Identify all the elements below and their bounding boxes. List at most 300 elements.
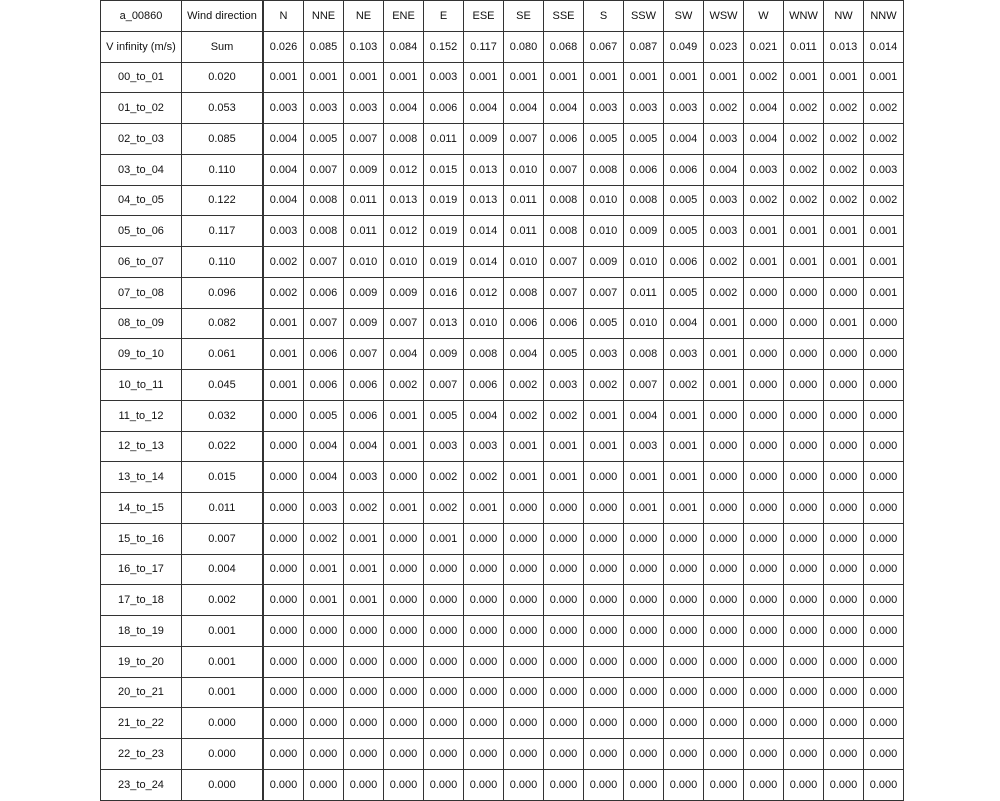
frequency-cell: 0.000	[744, 277, 784, 308]
frequency-cell: 0.003	[624, 93, 664, 124]
speed-bin-label: 21_to_22	[101, 708, 182, 739]
table-row	[101, 185, 904, 216]
frequency-cell: 0.000	[384, 585, 424, 616]
frequency-cell: 0.011	[504, 185, 544, 216]
frequency-cell: 0.001	[864, 247, 904, 278]
frequency-cell: 0.000	[504, 677, 544, 708]
table-row	[101, 62, 904, 93]
frequency-cell: 0.000	[263, 739, 304, 770]
frequency-cell: 0.000	[584, 708, 624, 739]
frequency-cell: 0.008	[304, 216, 344, 247]
frequency-cell: 0.000	[384, 554, 424, 585]
speed-bin-label: 12_to_13	[101, 431, 182, 462]
frequency-cell: 0.000	[744, 769, 784, 800]
frequency-cell: 0.000	[784, 554, 824, 585]
frequency-cell: 0.004	[384, 339, 424, 370]
frequency-cell: 0.014	[464, 247, 504, 278]
table-row	[101, 277, 904, 308]
frequency-cell: 0.004	[263, 154, 304, 185]
frequency-cell: 0.005	[544, 339, 584, 370]
frequency-cell: 0.000	[784, 585, 824, 616]
frequency-cell: 0.000	[384, 646, 424, 677]
frequency-cell: 0.002	[464, 462, 504, 493]
speed-bin-label: 13_to_14	[101, 462, 182, 493]
frequency-cell: 0.001	[664, 431, 704, 462]
frequency-cell: 0.007	[344, 124, 384, 155]
frequency-cell: 0.002	[744, 62, 784, 93]
frequency-cell: 0.000	[664, 769, 704, 800]
speed-bin-label: 06_to_07	[101, 247, 182, 278]
frequency-cell: 0.005	[584, 124, 624, 155]
frequency-cell: 0.005	[584, 308, 624, 339]
frequency-cell: 0.005	[664, 185, 704, 216]
table-row	[101, 124, 904, 155]
frequency-cell: 0.000	[624, 769, 664, 800]
frequency-cell: 0.000	[584, 493, 624, 524]
frequency-cell: 0.000	[624, 708, 664, 739]
frequency-cell: 0.000	[784, 616, 824, 647]
frequency-cell: 0.006	[624, 154, 664, 185]
frequency-cell: 0.000	[824, 462, 864, 493]
frequency-cell: 0.000	[704, 739, 744, 770]
frequency-cell: 0.002	[424, 462, 464, 493]
frequency-cell: 0.006	[544, 124, 584, 155]
frequency-cell: 0.003	[424, 62, 464, 93]
frequency-cell: 0.010	[504, 154, 544, 185]
frequency-cell: 0.009	[464, 124, 504, 155]
frequency-cell: 0.000	[384, 769, 424, 800]
frequency-cell: 0.000	[263, 677, 304, 708]
row-sum-cell: 0.000	[182, 769, 264, 800]
frequency-cell: 0.003	[464, 431, 504, 462]
frequency-cell: 0.001	[664, 493, 704, 524]
frequency-cell: 0.003	[344, 93, 384, 124]
frequency-cell: 0.002	[304, 523, 344, 554]
frequency-cell: 0.000	[424, 677, 464, 708]
direction-header-cell: SSW	[624, 1, 664, 32]
frequency-cell: 0.000	[584, 616, 624, 647]
frequency-cell: 0.008	[384, 124, 424, 155]
frequency-cell: 0.001	[704, 370, 744, 401]
frequency-cell: 0.016	[424, 277, 464, 308]
frequency-cell: 0.008	[624, 185, 664, 216]
frequency-cell: 0.000	[304, 769, 344, 800]
direction-total-cell: 0.103	[344, 31, 384, 62]
frequency-cell: 0.001	[464, 493, 504, 524]
frequency-cell: 0.000	[744, 677, 784, 708]
frequency-cell: 0.000	[864, 462, 904, 493]
frequency-cell: 0.009	[384, 277, 424, 308]
frequency-cell: 0.000	[864, 493, 904, 524]
frequency-cell: 0.010	[624, 247, 664, 278]
frequency-cell: 0.007	[304, 247, 344, 278]
frequency-cell: 0.003	[304, 493, 344, 524]
frequency-cell: 0.009	[424, 339, 464, 370]
frequency-cell: 0.001	[344, 62, 384, 93]
direction-header-cell: ESE	[464, 1, 504, 32]
frequency-cell: 0.000	[784, 431, 824, 462]
frequency-cell: 0.001	[824, 308, 864, 339]
frequency-cell: 0.000	[704, 616, 744, 647]
frequency-cell: 0.004	[544, 93, 584, 124]
frequency-cell: 0.000	[584, 585, 624, 616]
direction-header-cell: W	[744, 1, 784, 32]
row-sum-cell: 0.001	[182, 646, 264, 677]
frequency-cell: 0.002	[504, 370, 544, 401]
frequency-cell: 0.001	[704, 62, 744, 93]
frequency-cell: 0.005	[624, 124, 664, 155]
direction-header-cell: SW	[664, 1, 704, 32]
frequency-cell: 0.000	[744, 400, 784, 431]
frequency-cell: 0.001	[263, 370, 304, 401]
frequency-cell: 0.000	[704, 708, 744, 739]
frequency-cell: 0.000	[824, 739, 864, 770]
frequency-cell: 0.000	[544, 616, 584, 647]
table-row	[101, 93, 904, 124]
direction-total-cell: 0.087	[624, 31, 664, 62]
frequency-cell: 0.001	[544, 431, 584, 462]
direction-header-cell: E	[424, 1, 464, 32]
frequency-cell: 0.010	[384, 247, 424, 278]
table-row	[101, 646, 904, 677]
frequency-cell: 0.000	[504, 646, 544, 677]
frequency-cell: 0.000	[864, 585, 904, 616]
direction-header-cell: N	[263, 1, 304, 32]
frequency-cell: 0.000	[664, 646, 704, 677]
frequency-cell: 0.003	[624, 431, 664, 462]
direction-total-cell: 0.013	[824, 31, 864, 62]
frequency-cell: 0.006	[304, 277, 344, 308]
frequency-cell: 0.000	[504, 708, 544, 739]
frequency-cell: 0.000	[464, 646, 504, 677]
frequency-cell: 0.001	[384, 62, 424, 93]
row-sum-cell: 0.122	[182, 185, 264, 216]
frequency-cell: 0.001	[344, 585, 384, 616]
header-row-directions	[101, 1, 904, 32]
frequency-cell: 0.000	[544, 585, 584, 616]
frequency-cell: 0.000	[784, 370, 824, 401]
speed-bin-label: 01_to_02	[101, 93, 182, 124]
frequency-cell: 0.006	[464, 370, 504, 401]
frequency-cell: 0.008	[584, 154, 624, 185]
frequency-cell: 0.000	[624, 739, 664, 770]
frequency-cell: 0.009	[624, 216, 664, 247]
frequency-cell: 0.001	[824, 62, 864, 93]
frequency-cell: 0.002	[424, 493, 464, 524]
frequency-cell: 0.001	[704, 339, 744, 370]
table-row	[101, 154, 904, 185]
frequency-cell: 0.000	[344, 708, 384, 739]
speed-label-header: V infinity (m/s)	[101, 31, 182, 62]
frequency-cell: 0.000	[784, 708, 824, 739]
frequency-cell: 0.000	[704, 554, 744, 585]
speed-bin-label: 23_to_24	[101, 769, 182, 800]
table-title: a_00860	[101, 1, 182, 32]
direction-total-cell: 0.152	[424, 31, 464, 62]
frequency-cell: 0.002	[584, 370, 624, 401]
row-sum-cell: 0.117	[182, 216, 264, 247]
frequency-cell: 0.001	[664, 62, 704, 93]
frequency-cell: 0.006	[304, 339, 344, 370]
frequency-cell: 0.000	[664, 677, 704, 708]
frequency-cell: 0.000	[304, 708, 344, 739]
frequency-cell: 0.000	[544, 646, 584, 677]
frequency-cell: 0.000	[464, 616, 504, 647]
frequency-cell: 0.001	[664, 462, 704, 493]
frequency-cell: 0.000	[744, 708, 784, 739]
frequency-cell: 0.001	[304, 585, 344, 616]
frequency-cell: 0.004	[344, 431, 384, 462]
row-sum-cell: 0.110	[182, 154, 264, 185]
frequency-cell: 0.000	[464, 739, 504, 770]
frequency-cell: 0.000	[263, 769, 304, 800]
frequency-cell: 0.000	[664, 523, 704, 554]
frequency-cell: 0.003	[584, 339, 624, 370]
frequency-cell: 0.004	[664, 308, 704, 339]
frequency-cell: 0.000	[784, 523, 824, 554]
table-row	[101, 616, 904, 647]
table-row	[101, 677, 904, 708]
row-sum-cell: 0.007	[182, 523, 264, 554]
frequency-cell: 0.000	[584, 646, 624, 677]
frequency-cell: 0.000	[263, 493, 304, 524]
frequency-cell: 0.000	[424, 739, 464, 770]
frequency-cell: 0.000	[304, 739, 344, 770]
frequency-cell: 0.009	[584, 247, 624, 278]
frequency-cell: 0.012	[384, 154, 424, 185]
frequency-cell: 0.001	[384, 493, 424, 524]
frequency-cell: 0.006	[424, 93, 464, 124]
speed-bin-label: 07_to_08	[101, 277, 182, 308]
frequency-cell: 0.000	[864, 708, 904, 739]
frequency-cell: 0.010	[624, 308, 664, 339]
frequency-cell: 0.003	[704, 185, 744, 216]
frequency-cell: 0.000	[263, 585, 304, 616]
frequency-cell: 0.000	[824, 708, 864, 739]
row-sum-cell: 0.096	[182, 277, 264, 308]
frequency-cell: 0.000	[824, 400, 864, 431]
direction-total-cell: 0.014	[864, 31, 904, 62]
frequency-cell: 0.000	[263, 523, 304, 554]
frequency-cell: 0.000	[504, 616, 544, 647]
frequency-cell: 0.000	[864, 739, 904, 770]
frequency-cell: 0.000	[384, 616, 424, 647]
frequency-cell: 0.000	[584, 554, 624, 585]
frequency-cell: 0.002	[744, 185, 784, 216]
frequency-cell: 0.000	[584, 769, 624, 800]
frequency-cell: 0.000	[704, 400, 744, 431]
frequency-cell: 0.005	[664, 216, 704, 247]
frequency-cell: 0.001	[544, 462, 584, 493]
frequency-cell: 0.000	[824, 677, 864, 708]
frequency-cell: 0.005	[424, 400, 464, 431]
frequency-cell: 0.000	[263, 646, 304, 677]
frequency-cell: 0.000	[704, 677, 744, 708]
header-row-totals	[101, 31, 904, 62]
speed-bin-label: 00_to_01	[101, 62, 182, 93]
frequency-cell: 0.000	[864, 370, 904, 401]
row-sum-cell: 0.082	[182, 308, 264, 339]
row-sum-cell: 0.022	[182, 431, 264, 462]
frequency-cell: 0.000	[744, 308, 784, 339]
frequency-cell: 0.013	[464, 154, 504, 185]
frequency-cell: 0.000	[424, 616, 464, 647]
frequency-cell: 0.001	[584, 400, 624, 431]
frequency-cell: 0.000	[864, 431, 904, 462]
row-sum-cell: 0.002	[182, 585, 264, 616]
frequency-cell: 0.000	[544, 708, 584, 739]
frequency-cell: 0.000	[664, 616, 704, 647]
frequency-cell: 0.000	[544, 677, 584, 708]
frequency-cell: 0.000	[704, 431, 744, 462]
frequency-cell: 0.000	[584, 677, 624, 708]
frequency-cell: 0.001	[384, 400, 424, 431]
frequency-cell: 0.006	[344, 400, 384, 431]
frequency-cell: 0.004	[263, 124, 304, 155]
frequency-cell: 0.015	[424, 154, 464, 185]
frequency-cell: 0.000	[784, 769, 824, 800]
row-sum-cell: 0.004	[182, 554, 264, 585]
frequency-cell: 0.004	[744, 93, 784, 124]
frequency-cell: 0.000	[864, 523, 904, 554]
frequency-cell: 0.009	[344, 154, 384, 185]
direction-header-cell: SE	[504, 1, 544, 32]
frequency-cell: 0.002	[344, 493, 384, 524]
frequency-cell: 0.000	[824, 277, 864, 308]
frequency-cell: 0.003	[304, 93, 344, 124]
speed-bin-label: 22_to_23	[101, 739, 182, 770]
frequency-cell: 0.000	[504, 493, 544, 524]
frequency-cell: 0.000	[824, 523, 864, 554]
table-body	[101, 1, 904, 801]
frequency-cell: 0.010	[504, 247, 544, 278]
frequency-cell: 0.003	[744, 154, 784, 185]
direction-header-cell: ENE	[384, 1, 424, 32]
frequency-cell: 0.001	[864, 216, 904, 247]
frequency-cell: 0.000	[864, 769, 904, 800]
frequency-cell: 0.000	[864, 677, 904, 708]
frequency-cell: 0.000	[384, 708, 424, 739]
frequency-cell: 0.002	[263, 277, 304, 308]
frequency-cell: 0.000	[784, 739, 824, 770]
frequency-cell: 0.001	[864, 277, 904, 308]
frequency-cell: 0.004	[504, 339, 544, 370]
frequency-cell: 0.000	[864, 339, 904, 370]
wind-direction-header: Wind direction	[182, 1, 264, 32]
frequency-cell: 0.000	[384, 677, 424, 708]
frequency-cell: 0.004	[464, 93, 504, 124]
wind-frequency-table	[100, 0, 904, 801]
frequency-cell: 0.003	[424, 431, 464, 462]
frequency-cell: 0.002	[864, 124, 904, 155]
direction-total-cell: 0.026	[263, 31, 304, 62]
speed-bin-label: 18_to_19	[101, 616, 182, 647]
frequency-cell: 0.007	[424, 370, 464, 401]
direction-total-cell: 0.068	[544, 31, 584, 62]
frequency-cell: 0.002	[704, 277, 744, 308]
row-sum-cell: 0.045	[182, 370, 264, 401]
direction-header-cell: WNW	[784, 1, 824, 32]
frequency-cell: 0.001	[584, 62, 624, 93]
frequency-cell: 0.000	[624, 677, 664, 708]
frequency-cell: 0.019	[424, 247, 464, 278]
frequency-cell: 0.000	[504, 523, 544, 554]
frequency-cell: 0.002	[704, 93, 744, 124]
frequency-cell: 0.000	[504, 585, 544, 616]
frequency-cell: 0.000	[744, 646, 784, 677]
frequency-cell: 0.010	[584, 185, 624, 216]
frequency-cell: 0.002	[504, 400, 544, 431]
frequency-cell: 0.000	[624, 646, 664, 677]
frequency-cell: 0.000	[744, 462, 784, 493]
speed-bin-label: 17_to_18	[101, 585, 182, 616]
frequency-cell: 0.000	[744, 554, 784, 585]
direction-total-cell: 0.085	[304, 31, 344, 62]
frequency-cell: 0.000	[263, 400, 304, 431]
frequency-cell: 0.000	[424, 646, 464, 677]
direction-total-cell: 0.080	[504, 31, 544, 62]
frequency-cell: 0.006	[504, 308, 544, 339]
frequency-cell: 0.002	[784, 154, 824, 185]
frequency-cell: 0.001	[304, 62, 344, 93]
frequency-cell: 0.001	[624, 493, 664, 524]
direction-header-cell: NW	[824, 1, 864, 32]
frequency-cell: 0.001	[464, 62, 504, 93]
wind-frequency-table-container	[100, 0, 904, 801]
frequency-cell: 0.001	[664, 400, 704, 431]
frequency-cell: 0.000	[864, 400, 904, 431]
frequency-cell: 0.008	[504, 277, 544, 308]
frequency-cell: 0.000	[544, 554, 584, 585]
frequency-cell: 0.007	[384, 308, 424, 339]
table-row	[101, 247, 904, 278]
frequency-cell: 0.000	[504, 554, 544, 585]
frequency-cell: 0.011	[624, 277, 664, 308]
frequency-cell: 0.002	[824, 185, 864, 216]
frequency-cell: 0.007	[544, 154, 584, 185]
frequency-cell: 0.000	[464, 708, 504, 739]
frequency-cell: 0.012	[384, 216, 424, 247]
frequency-cell: 0.000	[824, 646, 864, 677]
frequency-cell: 0.000	[384, 462, 424, 493]
frequency-cell: 0.007	[584, 277, 624, 308]
frequency-cell: 0.000	[544, 523, 584, 554]
frequency-cell: 0.004	[464, 400, 504, 431]
frequency-cell: 0.002	[824, 124, 864, 155]
frequency-cell: 0.000	[744, 493, 784, 524]
table-row	[101, 769, 904, 800]
frequency-cell: 0.013	[424, 308, 464, 339]
frequency-cell: 0.000	[824, 493, 864, 524]
frequency-cell: 0.002	[784, 93, 824, 124]
row-sum-cell: 0.011	[182, 493, 264, 524]
frequency-cell: 0.001	[504, 62, 544, 93]
frequency-cell: 0.004	[704, 154, 744, 185]
frequency-cell: 0.000	[784, 462, 824, 493]
frequency-cell: 0.000	[263, 616, 304, 647]
row-sum-cell: 0.053	[182, 93, 264, 124]
frequency-cell: 0.000	[624, 554, 664, 585]
frequency-cell: 0.006	[304, 370, 344, 401]
frequency-cell: 0.014	[464, 216, 504, 247]
frequency-cell: 0.003	[704, 216, 744, 247]
frequency-cell: 0.001	[424, 523, 464, 554]
frequency-cell: 0.000	[704, 646, 744, 677]
frequency-cell: 0.000	[304, 616, 344, 647]
table-row	[101, 493, 904, 524]
frequency-cell: 0.000	[744, 585, 784, 616]
speed-bin-label: 11_to_12	[101, 400, 182, 431]
